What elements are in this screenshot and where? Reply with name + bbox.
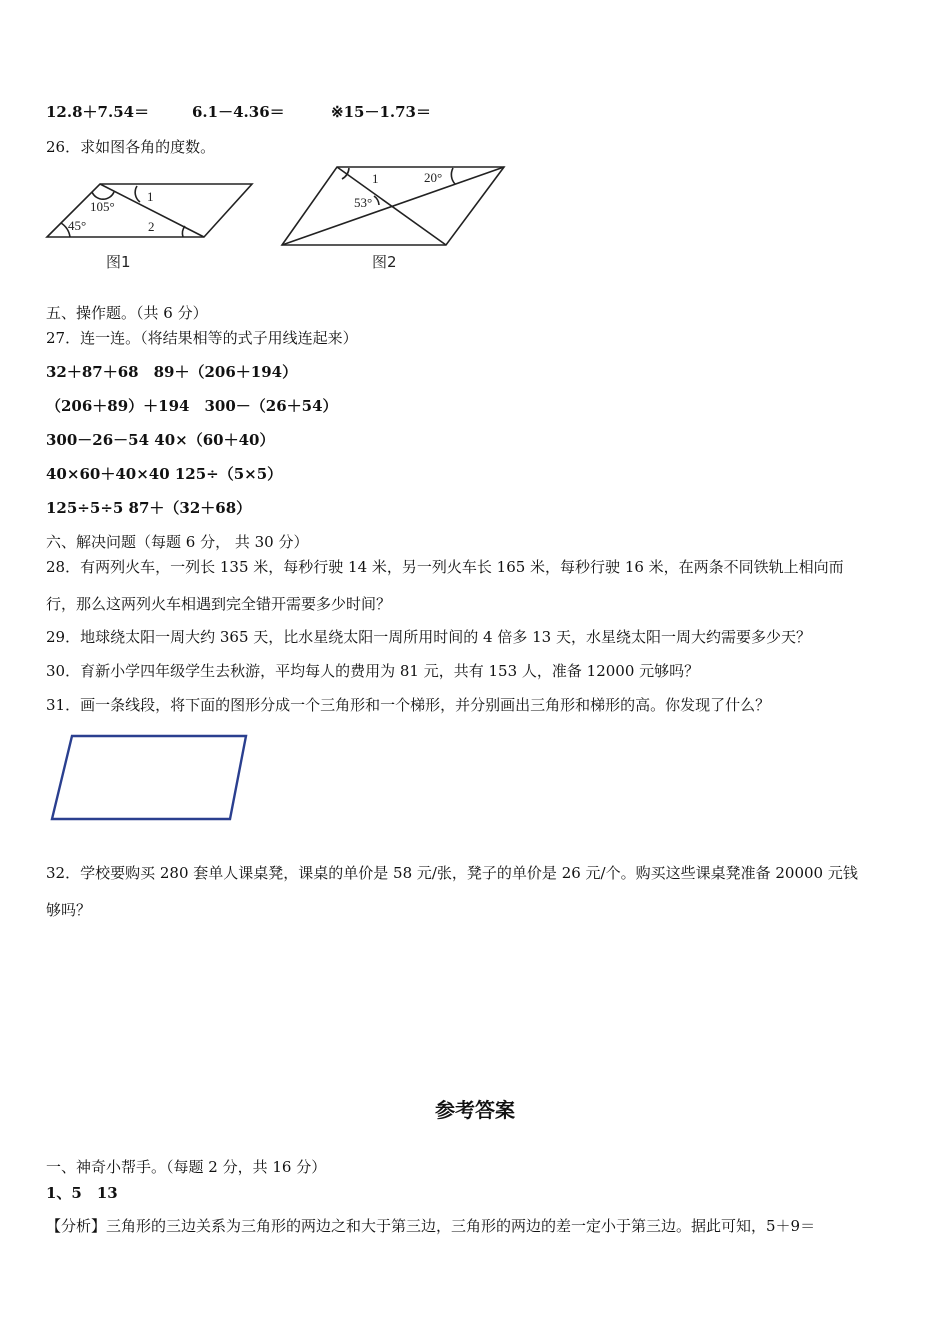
- angle-45-label: 45°: [68, 218, 87, 233]
- question-32-line1: 32．学校要购买 280 套单人课桌凳，课桌的单价是 58 元/张，凳子的单价是 26 元/个。购买这些课桌凳准备 20000 元钱: [46, 864, 858, 882]
- figure-2: [278, 163, 508, 275]
- match-row: 125÷5÷5 87＋（32＋68）: [46, 499, 252, 517]
- question-29: 29．地球绕太阳一周大约 365 天，比水星绕太阳一周所用时间的 4 倍多 13 天，水星绕太阳一周大约需要多少天？: [46, 628, 811, 646]
- question-32-line2: 够吗？: [46, 901, 92, 919]
- match-row: （206＋89）＋194 300－（26＋54）: [46, 397, 338, 415]
- calc-1: 12.8＋7.54＝: [46, 103, 150, 121]
- angle-53-label: 53°: [354, 195, 373, 210]
- section-6-heading: 六、解决问题（每题 6 分， 共 30 分）: [46, 533, 309, 551]
- calc-2: 6.1－4.36＝: [192, 103, 285, 121]
- answers-section-1-heading: 一、神奇小帮手。（每题 2 分，共 16 分）: [46, 1158, 327, 1176]
- calc-row: [46, 102, 431, 122]
- question-28-line1: 28．有两列火车，一列长 135 米，每秒行驶 14 米，另一列火车长 165 米，每秒行驶 16 米，在两条不同铁轨上相向而: [46, 558, 844, 576]
- figure-2-caption: 图2: [372, 253, 397, 271]
- figure-1: [44, 178, 259, 278]
- angle-105-label: 105°: [90, 199, 115, 214]
- question-27: 27．连一连。（将结果相等的式子用线连起来）: [46, 329, 358, 347]
- figure-1-caption: 图1: [106, 253, 131, 271]
- angle-20-label: 20°: [424, 170, 443, 185]
- angle-1-label: 1: [147, 189, 154, 204]
- question-31: 31．画一条线段，将下面的图形分成一个三角形和一个梯形，并分别画出三角形和梯形的高。你发现了什么？: [46, 696, 771, 714]
- angle-1-label: 1: [372, 171, 379, 186]
- angle-2-label: 2: [148, 219, 155, 234]
- section-5-heading: 五、操作题。（共 6 分）: [46, 304, 208, 322]
- match-row: 40×60＋40×40 125÷（5×5）: [46, 465, 283, 483]
- question-26: 26．求如图各角的度数。: [46, 138, 216, 156]
- match-row: 300－26－54 40×（60＋40）: [46, 431, 275, 449]
- calc-3: ※15－1.73＝: [331, 103, 431, 121]
- question-28-line2: 行，那么这两列火车相遇到完全错开需要多少时间？: [46, 595, 392, 613]
- answers-title: 参考答案: [435, 1098, 515, 1122]
- match-row: 32＋87＋68 89＋（206＋194）: [46, 363, 298, 381]
- parallelogram-figure: [48, 732, 250, 824]
- answer-1: 1、5 13: [46, 1184, 118, 1202]
- question-30: 30．育新小学四年级学生去秋游，平均每人的费用为 81 元，共有 153 人，准备 12000 元够吗？: [46, 662, 700, 680]
- answer-1-analysis: 【分析】三角形的三边关系为三角形的两边之和大于第三边，三角形的两边的差一定小于第三边。据此可知，5＋9＝: [46, 1217, 816, 1235]
